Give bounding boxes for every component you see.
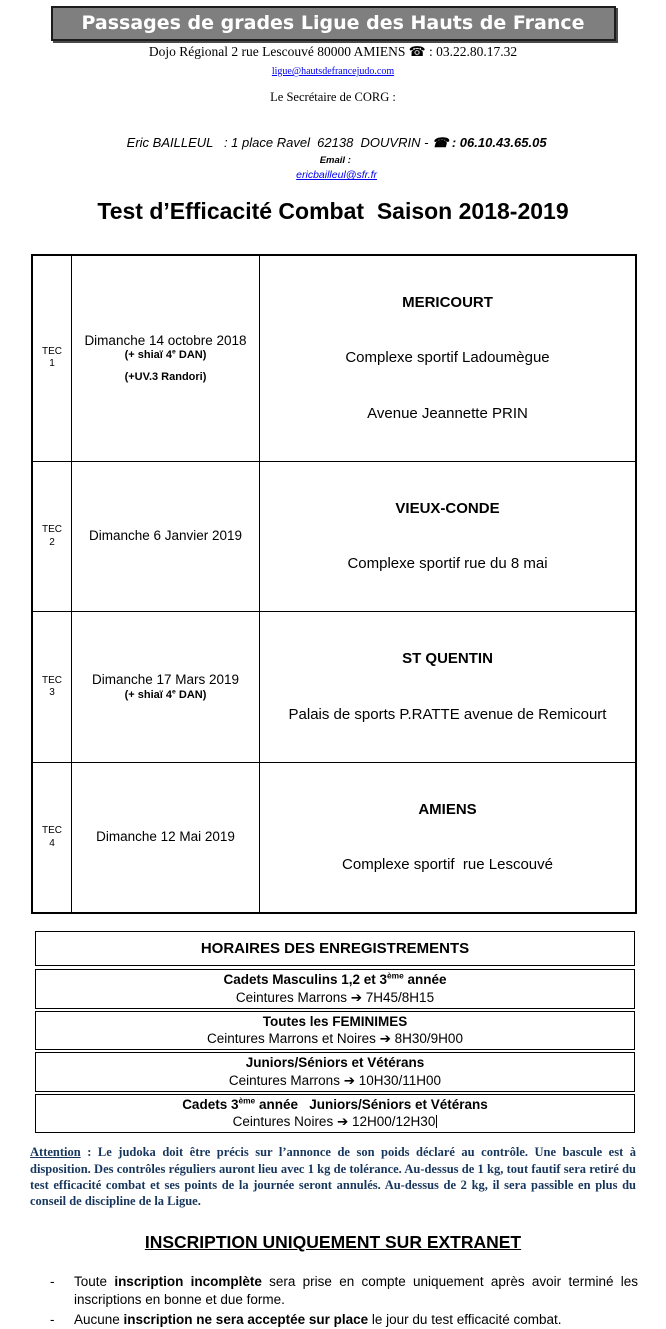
tec-date: Dimanche 6 Janvier 2019 [72,461,260,612]
bullet-dash: - [50,1312,55,1328]
tec-code: TEC 2 [32,461,72,612]
attention-body: : Le judoka doit être précis sur l’annonce de son poids déclaré au contrôle. Une bascule est à disposition. Des contrôles réguliers auront lieu avec 1 kg de tolérance. Au-dessus de 1 kg, tout fautif sera retiré du test efficacité combat et ses points de la journée seront annulés. Au-dessus de 2 kg, il sera passible en plus du conseil de discipline de la Ligue. [30,1145,636,1209]
tec-date: Dimanche 12 Mai 2019 [72,762,260,913]
horaires-row: Cadets Masculins 1,2 et 3ème année Ceintures Marrons ➔ 7H45/8H15 [35,969,635,1009]
secretary-contact: Eric BAILLEUL : 1 place Ravel 62138 DOUVRIN - ☎ : 06.10.43.65.05 [126,135,547,150]
horaires-header: HORAIRES DES ENREGISTREMENTS [35,931,635,966]
inscription-notes [50,1273,638,1328]
dojo-address-line: Dojo Régional 2 rue Lescouvé 80000 AMIENS ☎ : 03.22.80.17.32 [148,44,518,59]
table-row [32,461,636,612]
tec-date: Dimanche 14 octobre 2018 (+ shiaï 4e DAN) (+UV.3 Randori) [72,255,260,461]
attention-note [30,1144,636,1209]
list-item: - Toute inscription incomplète sera prise en compte uniquement après avoir terminé les inscriptions en bonne et due forme. [50,1274,638,1308]
horaires-row: Juniors/Séniors et Vétérans Ceintures Marrons ➔ 10H30/11H00 [35,1052,635,1092]
horaires-table [35,931,635,1133]
tec-venue: ST QUENTIN Palais de sports P.RATTE avenue de Remicourt [260,612,637,763]
horaires-row: Toutes les FEMINIMES Ceintures Marrons et Noires ➔ 8H30/9H00 [35,1011,635,1051]
attention-label: Attention [30,1145,81,1160]
tec-venue: AMIENS Complexe sportif rue Lescouvé [260,762,637,913]
tec-venue: MERICOURT Complexe sportif Ladoumègue Avenue Jeannette PRIN [260,255,637,461]
table-row [32,762,636,913]
tec-code: TEC 1 [32,255,72,461]
list-item: - Aucune inscription ne sera acceptée sur place le jour du test efficacité combat. [50,1312,562,1328]
horaires-row: Cadets 3ème année Juniors/Séniors et Vétérans Ceintures Noires ➔ 12H00/12H30 [35,1094,635,1134]
tec-date: Dimanche 17 Mars 2019 (+ shiaï 4e DAN) [72,612,260,763]
bullet-dash: - [50,1274,55,1290]
ligue-email-link[interactable]: ligue@hautsdefrancejudo.com [271,66,395,77]
document-page [0,6,666,1328]
tec-code: TEC 4 [32,762,72,913]
secretary-contact-line [0,120,666,181]
text-cursor [436,1115,437,1128]
tec-venue: VIEUX-CONDE Complexe sportif rue du 8 mai [260,461,637,612]
banner-title: Passages de grades Ligue des Hauts de France [51,6,616,41]
secretary-label: Le Secrétaire de CORG : [270,90,396,104]
email-label: Email : [319,155,354,166]
table-row [32,612,636,763]
inscription-heading: INSCRIPTION UNIQUEMENT SUR EXTRANET [144,1232,522,1253]
tec-schedule-table [31,254,637,914]
tec-code: TEC 3 [32,612,72,763]
table-row [32,255,636,461]
secretary-email-link[interactable]: ericbailleul@sfr.fr [296,169,378,181]
page-title: Test d’Efficacité Combat Saison 2018-2019 [97,198,569,224]
